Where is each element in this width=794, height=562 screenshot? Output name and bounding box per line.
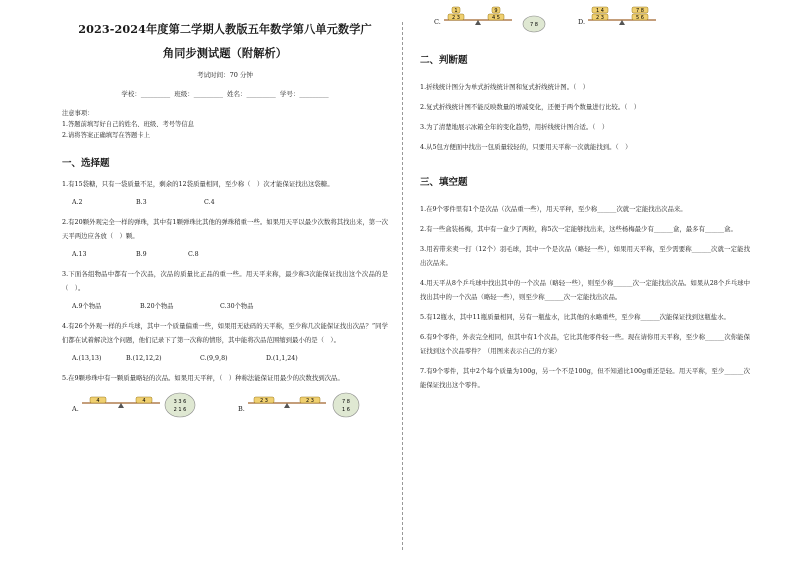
option: B.3: [136, 199, 147, 206]
left-pan-label: 2 3: [452, 15, 460, 21]
balance-options-cd: [420, 4, 750, 36]
question-2: 2.有20颗外观完全一样的弹珠，其中有1颗弹珠比其他的弹珠稍重一些。如果用天平以最少次数将其找出来，第一次天平两边应各放（ ）颗。: [62, 218, 388, 240]
option: D.(1,1,24): [266, 355, 298, 362]
section-title-judge: 二、判断题: [420, 55, 468, 66]
judge-question-2: 2.复式折线统计图不能反映数量的增减变化，还便于两个数量进行比较。（ ）: [420, 103, 641, 111]
balance-scale-c: [442, 4, 562, 38]
left-column: [62, 18, 388, 419]
left-pan-label: 2 3: [260, 398, 268, 404]
option: C.8: [188, 251, 199, 258]
question-5: 5.在9颗珍珠中有一颗质量略轻的次品。如果用天平秤，（ ）种称法能保证用最少的次数找到次品。: [62, 374, 344, 382]
right-pan-label: 2 3: [306, 398, 314, 404]
question-1-options: [72, 197, 388, 209]
balance-scale-a: [80, 391, 220, 419]
left-pan-label: 2 3: [596, 15, 604, 21]
question-4-options: [72, 353, 388, 365]
left-pan-label: 1 4: [596, 8, 604, 14]
question-1: 1.有15袋糖，只有一袋质量不足，剩余的12袋质量相同，至少称（ ）次才能保证找出这袋糖。: [62, 180, 334, 188]
option: C.30个物品: [220, 303, 254, 310]
option-label: A.: [72, 405, 79, 413]
option-label: D.: [578, 18, 586, 26]
option: B.20个物品: [140, 303, 174, 310]
question-2-options: [72, 249, 388, 261]
left-pan-label: 1: [454, 8, 458, 14]
option-label: B.: [238, 405, 245, 413]
option: A.13: [72, 251, 87, 258]
document-title-line2: 角同步测试题（附解析）: [162, 46, 288, 60]
right-pan-label: 5 6: [636, 15, 644, 21]
notes-item: 2.请将答案正确填写在答题卡上: [62, 132, 150, 139]
right-column: [420, 8, 750, 396]
balance-scale-b: [246, 391, 386, 419]
exam-time: 考试时间：70 分钟: [197, 71, 253, 79]
option: B.(12,12,2): [126, 355, 162, 362]
question-3-options: [72, 301, 388, 313]
option: A.9个物品: [72, 303, 102, 310]
remaining-group: 1 6: [342, 407, 350, 413]
remaining-group: 7 8: [530, 22, 538, 28]
section-title-choice: 一、选择题: [62, 158, 110, 169]
question-4: 4.有26个外观一样的乒乓球，其中一个质量偏重一些，如果用无砝码的天平称，至少称几次能保证找出次品？”同学们都在试着解决这个问题，他们记录下了第一次称的情形，其中能将次品范围缩到最小的是（ ）。: [62, 322, 388, 344]
fill-question-5: 5.有12瓶水，其中11瓶质量相同，另有一瓶盐水，比其他的水略重些，至少称______次能保证找到这瓶盐水。: [420, 313, 730, 321]
fill-question-4: 4.用天平从8个乒乓球中找出其中的一个次品（略轻一些），则至少称______次一定能找出次品。如果从28个乒乓球中找出其中的一个次品（略轻一些），则至少称______次一定能找出次品。: [420, 279, 750, 301]
remaining-group: 7 8: [342, 399, 350, 405]
judge-question-4: 4.从5包方便面中找出一包质量较轻的，只要用天平称一次就能找到。（ ）: [420, 143, 632, 151]
option: B.9: [136, 251, 147, 258]
judge-question-1: 1.折线统计图分为单式折线统计图和复式折线统计图。（ ）: [420, 83, 590, 91]
left-pan-label: 4: [96, 398, 100, 404]
fill-question-7: 7.有9个零件，其中2个每个质量为100g，另一个不是100g，但不知道比100g重还是轻。用天平称，至少______次能保证找出这个零件。: [420, 367, 750, 389]
option: C.4: [204, 199, 215, 206]
balance-options-ab: [62, 389, 388, 419]
column-divider: [402, 22, 403, 550]
right-pan-label: 4: [142, 398, 146, 404]
notes-item: 1.答题前填写好自己的姓名、班级、考号等信息: [62, 121, 194, 128]
remaining-group: 2 1 6: [173, 407, 187, 413]
balance-scale-d: [586, 4, 666, 38]
judge-question-3: 3.为了清楚地展示冰箱全年的变化趋势，用折线统计图合适。（ ）: [420, 123, 609, 131]
document-title-line1: 2023-2024年度第二学期人教版五年数学第八单元数学广: [78, 22, 372, 36]
option-label: C.: [434, 18, 441, 26]
option: C.(9,9,8): [200, 355, 228, 362]
student-info-fields: 学校：_________ 班级：_________ 姓名：_________ 学号：_________: [121, 90, 329, 98]
fill-question-6: 6.有9个零件，外表完全相同，但其中有1个次品，它比其他零件轻一些。现在请你用天平称，至少称______次你能保证找到这个次品零件？（用图来表示自己的方案）: [420, 333, 750, 355]
right-pan-label: 4 5: [492, 15, 500, 21]
option: A.(13,13): [72, 355, 102, 362]
fill-question-2: 2.有一些盒装杨梅，其中有一盒少了两粒，称5次一定能够找出来，这些杨梅最少有______盒，最多有______盒。: [420, 225, 737, 233]
section-title-fill: 三、填空题: [420, 177, 468, 188]
option: A.2: [72, 199, 83, 206]
remaining-group: 3 3 6: [173, 399, 187, 405]
notes-block: [62, 108, 388, 141]
question-3: 3.下面各组物品中都有一个次品，次品的质量比正品的重一些。用天平来称，最少称3次能保证找出这个次品的是（ ）。: [62, 270, 388, 292]
notes-heading: 注意事项：: [62, 110, 94, 117]
right-pan-label: 7 8: [636, 8, 644, 14]
right-pan-label: 9: [494, 8, 498, 14]
fill-question-3: 3.用若带来卖一打（12个）羽毛球，其中一个是次品（略轻一些），如果用天平称，至少需要称______次就一定能找出次品来。: [420, 245, 750, 267]
fill-question-1: 1.在9个零件里有1个是次品（次品重一些），用天平秤，至少称______次就一定能找出次品来。: [420, 205, 687, 213]
